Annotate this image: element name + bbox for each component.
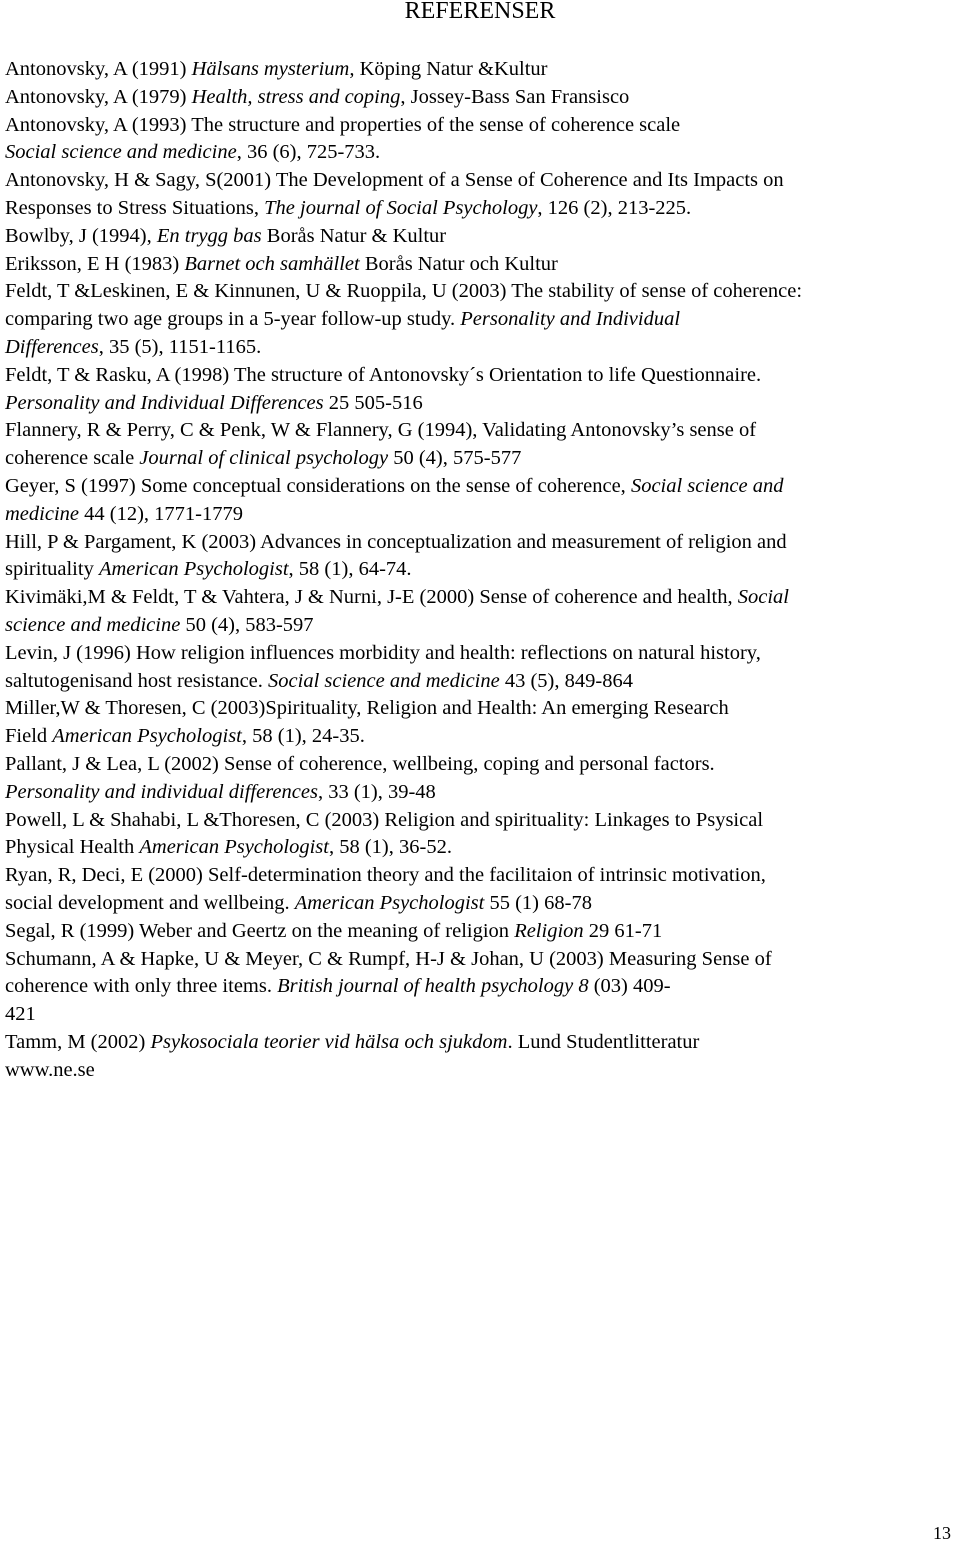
reference-italic-title: The journal of Social Psychology: [264, 196, 538, 219]
reference-italic-title: Psykosociala teorier vid hälsa och sjukdom: [150, 1030, 508, 1053]
reference-entry: Antonovsky, A (1993) The structure and properties of the sense of coherence scale Social science and medicine, 36 (6), 725-733.: [5, 113, 681, 164]
reference-italic-title: American Psychologist: [294, 891, 485, 914]
reference-italic-title: Personality and Individual: [460, 308, 681, 331]
reference-italic-title: Differences: [5, 335, 99, 358]
reference-entry: www.ne.se: [5, 1058, 95, 1081]
reference-entry: Pallant, J & Lea, L (2002) Sense of coherence, wellbeing, coping and personal factors. Personality and individual differences, 33 (1), 39-48: [5, 752, 715, 803]
reference-entry: Tamm, M (2002) Psykosociala teorier vid hälsa och sjukdom. Lund Studentlitteratur: [5, 1030, 700, 1053]
reference-entry: Eriksson, E H (1983) Barnet och samhället Borås Natur och Kultur: [5, 252, 558, 275]
reference-italic-title: medicine: [5, 502, 79, 525]
reference-list: [5, 56, 955, 1084]
reference-italic-title: Barnet och samhället: [184, 252, 360, 275]
reference-entry: Schumann, A & Hapke, U & Meyer, C & Rumpf, H-J & Johan, U (2003) Measuring Sense of coherence with only three items. British journal of health psychology 8 (03) 409- 421: [5, 947, 772, 1026]
reference-italic-title: Social science and: [630, 474, 784, 497]
reference-entry: Antonovsky, A (1991) Hälsans mysterium, Köping Natur &Kultur: [5, 58, 548, 80]
reference-entry: Feldt, T &Leskinen, E & Kinnunen, U & Ruoppila, U (2003) The stability of sense of coherence: comparing two age groups in a 5-year follow-up study. Personality and Individual Differences, 35 (5), 1151-1165.: [5, 280, 803, 358]
reference-entry: Hill, P & Pargament, K (2003) Advances in conceptualization and measurement of religion and spirituality American Psychologist, 58 (1), 64-74.: [5, 530, 787, 581]
reference-entry: Flannery, R & Perry, C & Penk, W & Flannery, G (1994), Validating Antonovsky’s sense of coherence scale Journal of clinical psychology 50 (4), 575-577: [5, 419, 757, 470]
reference-italic-title: Journal of clinical psychology: [139, 447, 389, 470]
reference-italic-title: Hälsans mysterium,: [191, 58, 355, 80]
reference-italic-title: American Psychologist: [139, 836, 329, 859]
reference-italic-title: Social science and medicine: [5, 141, 237, 164]
reference-italic-title: Health, stress and coping: [191, 85, 401, 108]
reference-entry: Bowlby, J (1994), En trygg bas Borås Natur & Kultur: [5, 224, 447, 247]
reference-entry: Antonovsky, A (1979) Health, stress and coping, Jossey-Bass San Fransisco: [5, 85, 630, 108]
reference-italic-title: American Psychologist: [98, 558, 289, 581]
reference-entry: Miller,W & Thoresen, C (2003)Spirituality, Religion and Health: An emerging Research Field American Psychologist, 58 (1), 24-35.: [5, 697, 729, 748]
reference-italic-title: Social: [737, 586, 789, 609]
reference-italic-title: En trygg bas: [156, 224, 262, 247]
reference-entry: Kivimäki,M & Feldt, T & Vahtera, J & Nurni, J-E (2000) Sense of coherence and health, Social science and medicine 50 (4), 583-597: [5, 586, 789, 636]
reference-entry: Feldt, T & Rasku, A (1998) The structure of Antonovsky´s Orientation to life Questionnaire. Personality and Individual Differences 25 505-516: [5, 363, 762, 414]
reference-italic-title: science and medicine: [5, 613, 181, 636]
reference-italic-title: British journal of health psychology 8: [277, 975, 589, 998]
reference-entry: Antonovsky, H & Sagy, S(2001) The Development of a Sense of Coherence and Its Impacts on Responses to Stress Situations, The journal of Social Psychology, 126 (2), 213-225.: [5, 169, 784, 219]
reference-entry: Geyer, S (1997) Some conceptual considerations on the sense of coherence, Social science and medicine 44 (12), 1771-1779: [5, 474, 784, 525]
reference-italic-title: Personality and individual differences: [5, 780, 318, 803]
reference-italic-title: American Psychologist: [52, 725, 242, 748]
page-number: 13: [933, 1523, 951, 1543]
reference-entry: Segal, R (1999) Weber and Geertz on the meaning of religion Religion 29 61-71: [5, 919, 663, 942]
reference-entry: Levin, J (1996) How religion influences morbidity and health: reflections on natural history, saltutogenisand host resistance. Social science and medicine 43 (5), 849-864: [5, 641, 761, 692]
reference-entry: Ryan, R, Deci, E (2000) Self-determination theory and the facilitaion of intrinsic motivation, social development and wellbeing. American Psychologist 55 (1) 68-78: [5, 864, 766, 914]
reference-italic-title: Religion: [514, 919, 584, 942]
reference-entry: Powell, L & Shahabi, L &Thoresen, C (2003) Religion and spirituality: Linkages to Psysical Physical Health American Psychologist, 58 (1), 36-52.: [5, 808, 764, 859]
reference-italic-title: Personality and Individual Differences: [5, 391, 324, 414]
page-title: REFERENSER: [404, 0, 556, 24]
reference-italic-title: Social science and medicine: [268, 669, 500, 692]
